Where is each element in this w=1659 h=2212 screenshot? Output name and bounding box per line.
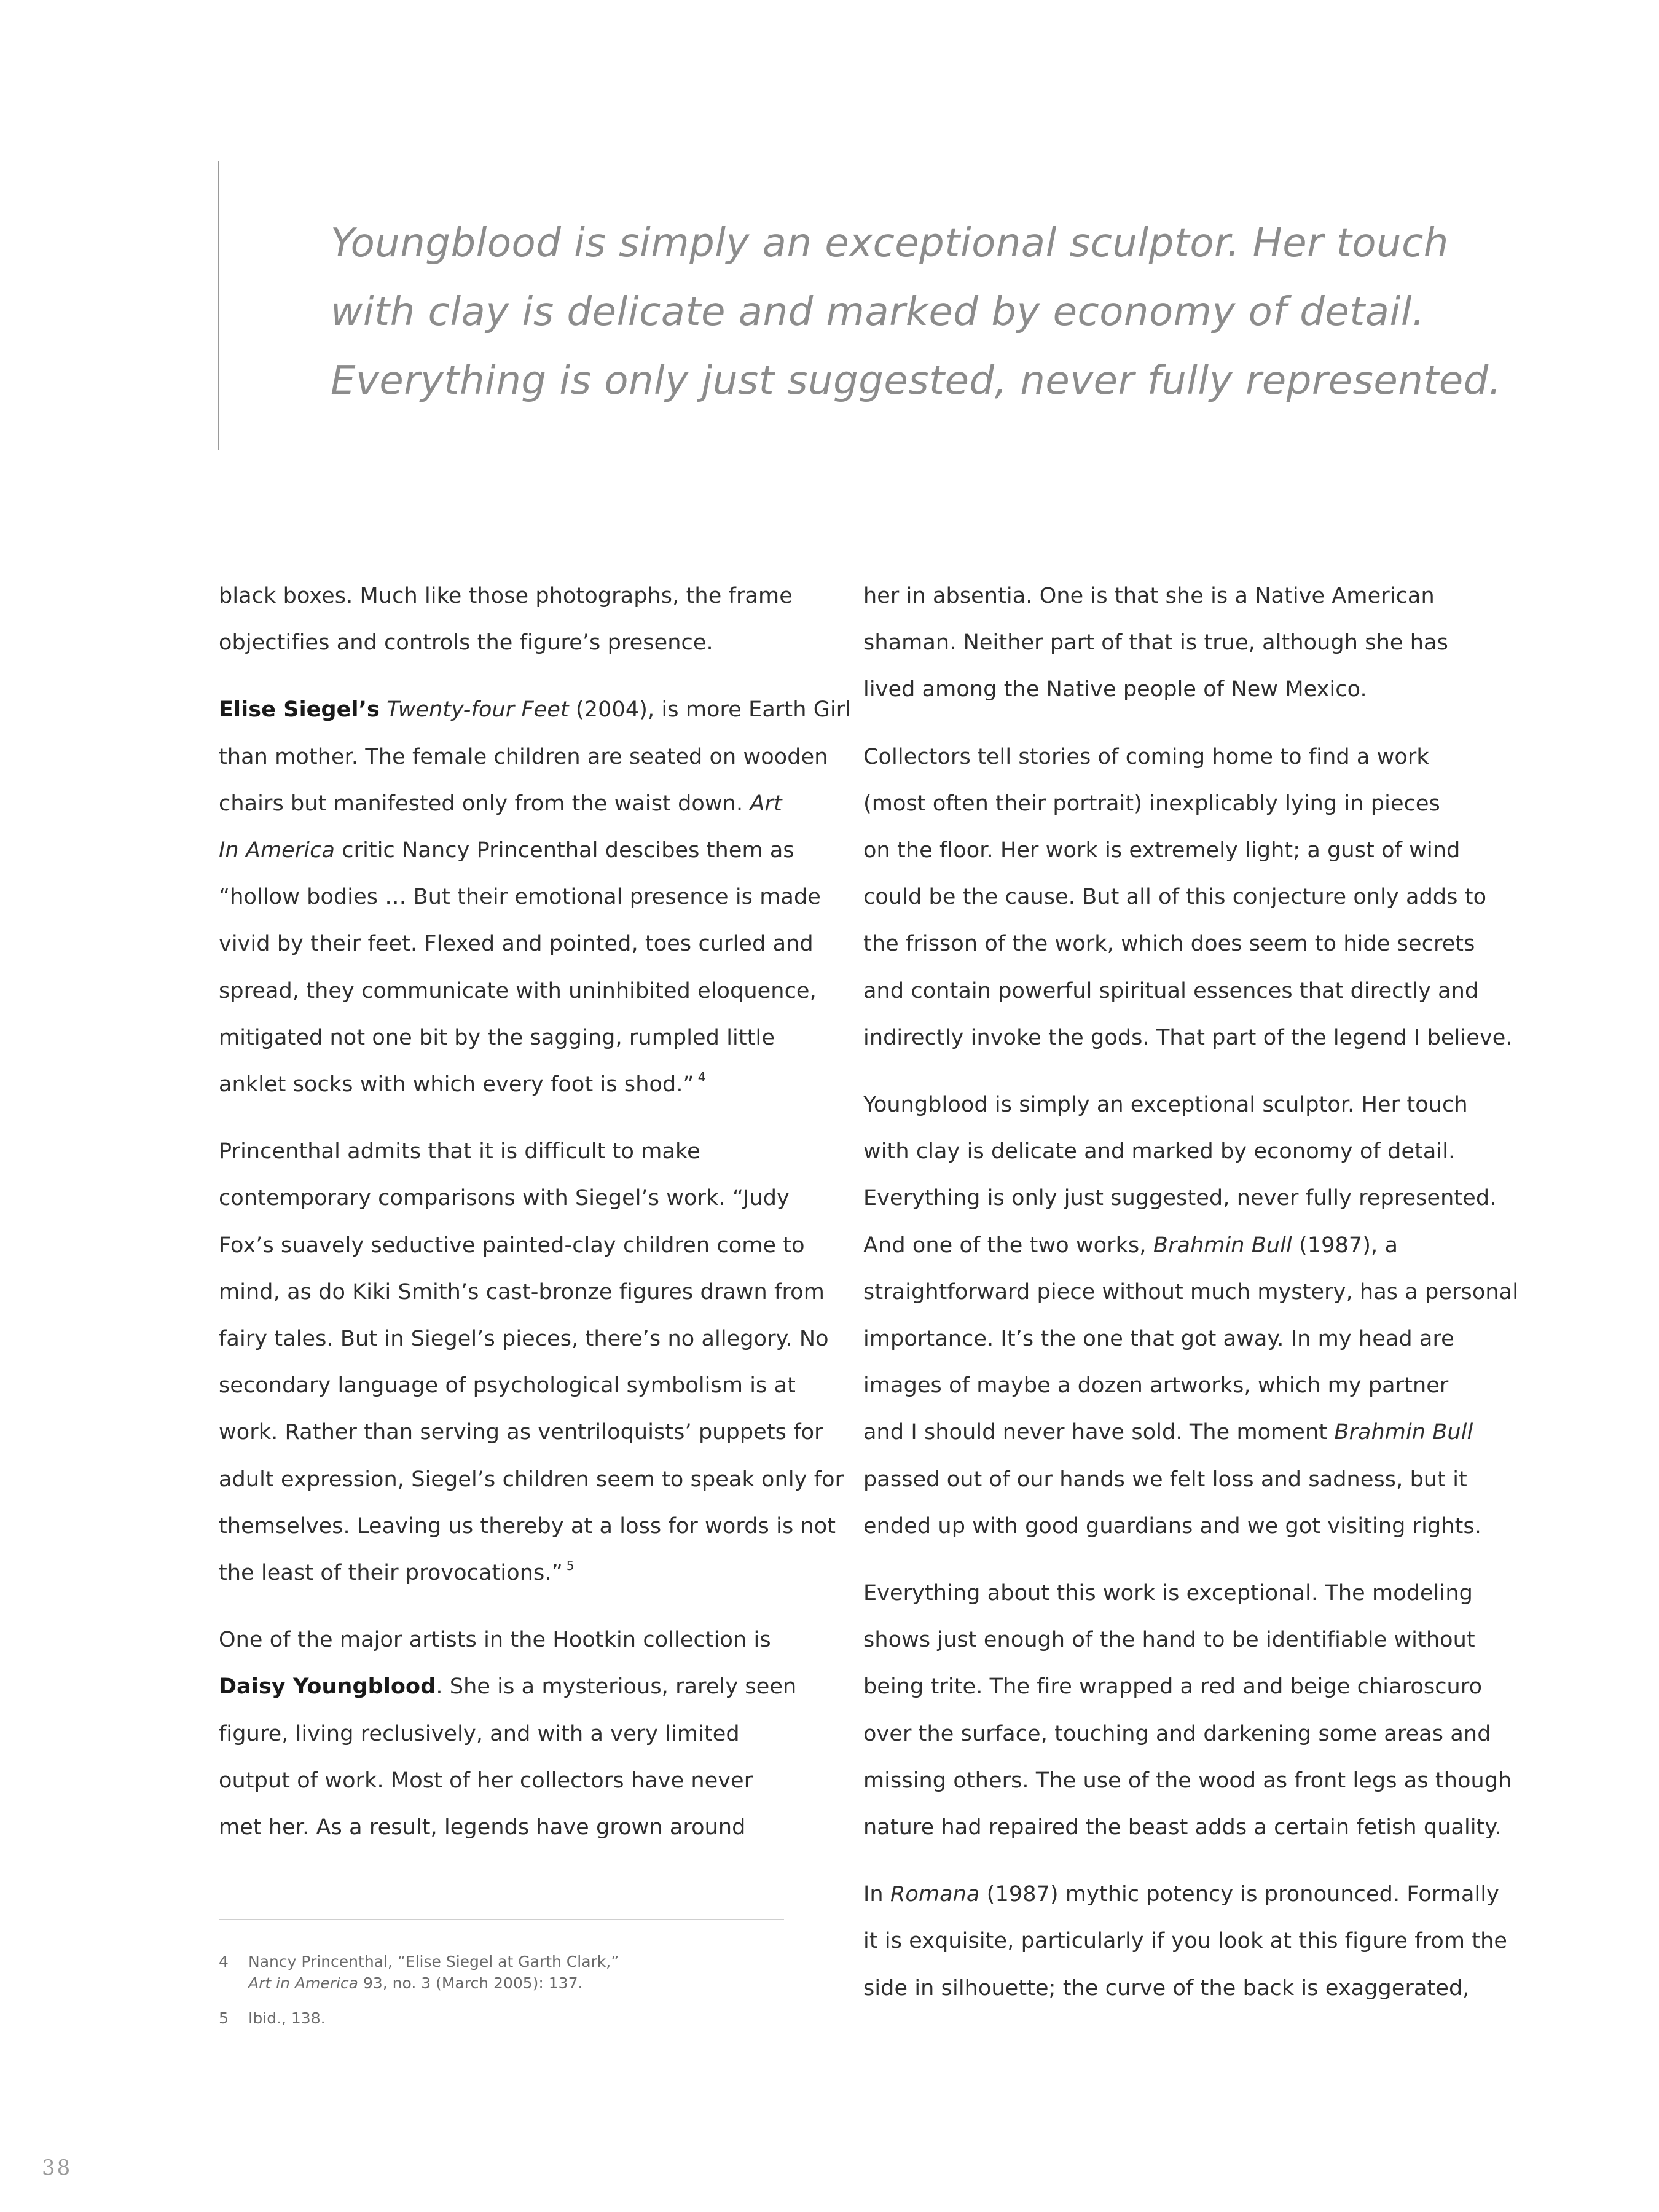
- paragraph: [863, 1081, 1519, 1550]
- footnote-number: 4: [219, 1953, 229, 1971]
- text-line: [219, 1550, 796, 1596]
- text-line: side in silhouette; the curve of the back is exaggerated,: [863, 1975, 1470, 2001]
- text-line: work. Rather than serving as ventriloquists’ puppets for: [219, 1420, 823, 1445]
- text-line: met her. As a result, legends have grown around: [219, 1815, 746, 1840]
- text-fragment: 93, no. 3 (March 2005): 137.: [363, 1974, 583, 1992]
- text-line: could be the cause. But all of this conjecture only adds to: [863, 885, 1487, 910]
- text-line: indirectly invoke the gods. That part of the legend I believe.: [863, 1025, 1513, 1050]
- pull-quote-rule: [218, 161, 219, 450]
- text-line: with clay is delicate and marked by economy of detail.: [863, 1139, 1456, 1164]
- paragraph: [863, 1871, 1508, 2012]
- text-line: contemporary comparisons with Siegel’s work. “Judy: [219, 1186, 790, 1211]
- pull-quote: [331, 209, 1502, 415]
- paragraph: [219, 1128, 844, 1596]
- artist-name: Elise Siegel’s: [219, 697, 380, 723]
- text-line: importance. It’s the one that got away. In my head are: [863, 1327, 1454, 1352]
- text-line: objectifies and controls the figure’s presence.: [219, 630, 713, 656]
- text-line: lived among the Native people of New Mexico.: [863, 677, 1367, 702]
- text-line: her in absentia. One is that she is a Native American: [863, 584, 1435, 608]
- text-line: Collectors tell stories of coming home to find a work: [863, 744, 1429, 769]
- text-line: missing others. The use of the wood as front legs as though: [863, 1768, 1512, 1793]
- publication-title: Art in America: [248, 1974, 358, 1992]
- text-line: [219, 1663, 796, 1710]
- text-line: shaman. Neither part of that is true, although she has: [863, 630, 1448, 656]
- text-line: shows just enough of the hand to be identifiable without: [863, 1628, 1475, 1653]
- text-fragment: (2004), is more Earth Girl: [576, 697, 852, 723]
- text-line: [863, 1222, 1465, 1269]
- left-column: [219, 573, 852, 1871]
- footnote-line: Ibid., 138.: [248, 2009, 326, 2027]
- text-line: Youngblood is simply an exceptional sculptor. Her touch: [863, 1092, 1468, 1118]
- text-line: Princenthal admits that it is difficult to make: [219, 1139, 700, 1164]
- text-line: and contain powerful spiritual essences that directly and: [863, 978, 1479, 1003]
- text-line: adult expression, Siegel’s children seem to speak only for: [219, 1467, 844, 1492]
- right-column: [863, 573, 1519, 2032]
- publication-title: Art: [750, 791, 782, 816]
- artist-name: Daisy Youngblood: [219, 1674, 436, 1700]
- text-line: [863, 1409, 1473, 1456]
- footnotes: [219, 1951, 796, 2042]
- text-line: Everything is only just suggested, never fully represented.: [863, 1186, 1497, 1211]
- text-line: “hollow bodies … But their emotional presence is made: [219, 885, 821, 910]
- text-line: being trite. The fire wrapped a red and beige chiaroscuro: [863, 1674, 1483, 1700]
- text-line: nature had repaired the beast adds a certain fetish quality.: [863, 1815, 1502, 1840]
- text-line: straightforward piece without much mystery, has a personal: [863, 1279, 1519, 1304]
- text-line: Fox’s suavely seductive painted-clay children come to: [219, 1233, 805, 1258]
- text-line: [219, 686, 852, 733]
- footnote-divider: [219, 1919, 784, 1920]
- footnote-5: [219, 2007, 796, 2029]
- text-line: One of the major artists in the Hootkin collection is: [219, 1628, 771, 1653]
- page-number: 38: [42, 2155, 73, 2180]
- text-line: than mother. The female children are seated on wooden: [219, 744, 828, 769]
- text-line: passed out of our hands we felt loss and sadness, but it: [863, 1467, 1467, 1492]
- text-fragment: anklet socks with which every foot is shod.”: [219, 1072, 694, 1097]
- text-fragment: And one of the two works,: [863, 1233, 1147, 1258]
- paragraph: [863, 1570, 1512, 1851]
- text-line: it is exquisite, particularly if you look at this figure from the: [863, 1929, 1508, 1954]
- text-line: figure, living reclusively, and with a very limited: [219, 1721, 740, 1746]
- text-line: output of work. Most of her collectors have never: [219, 1768, 753, 1793]
- text-fragment: and I should never have sold. The moment: [863, 1420, 1328, 1445]
- text-line: ended up with good guardians and we got visiting rights.: [863, 1513, 1481, 1539]
- text-line: over the surface, touching and darkening some areas and: [863, 1721, 1491, 1746]
- footnote-line: Nancy Princenthal, “Elise Siegel at Garth Clark,”: [248, 1953, 619, 1971]
- text-line: on the floor. Her work is extremely light; a gust of wind: [863, 838, 1461, 863]
- text-line: fairy tales. But in Siegel’s pieces, there’s no allegory. No: [219, 1327, 829, 1352]
- text-line: (most often their portrait) inexplicably lying in pieces: [863, 791, 1440, 816]
- text-line: themselves. Leaving us thereby at a loss for words is not: [219, 1513, 836, 1539]
- footnote-ref: 4: [697, 1070, 706, 1085]
- pull-quote-line: Youngblood is simply an exceptional sculptor. Her touch: [331, 221, 1449, 266]
- text-line: [219, 827, 796, 874]
- text-line: [863, 1871, 1499, 1918]
- artwork-title: Brahmin Bull: [1153, 1233, 1292, 1258]
- text-line: mitigated not one bit by the sagging, rumpled little: [219, 1025, 775, 1050]
- text-fragment: In: [863, 1882, 884, 1907]
- pull-quote-line: Everything is only just suggested, never fully represented.: [331, 358, 1502, 404]
- paragraph: [219, 1617, 796, 1851]
- publication-title: In America: [219, 838, 335, 863]
- text-fragment: critic Nancy Princenthal descibes them as: [342, 838, 794, 863]
- footnote-number: 5: [219, 2009, 229, 2027]
- text-line: spread, they communicate with uninhibited eloquence,: [219, 978, 817, 1003]
- paragraph: [863, 573, 1465, 713]
- pull-quote-line: with clay is delicate and marked by economy of detail.: [331, 289, 1425, 335]
- text-line: [219, 780, 796, 827]
- text-fragment: (1987), a: [1299, 1233, 1398, 1258]
- text-line: images of maybe a dozen artworks, which my partner: [863, 1373, 1449, 1398]
- text-line: Everything about this work is exceptional. The modeling: [863, 1581, 1473, 1606]
- text-line: mind, as do Kiki Smith’s cast-bronze figures drawn from: [219, 1279, 825, 1304]
- artwork-title: Brahmin Bull: [1334, 1420, 1473, 1445]
- text-fragment: the least of their provocations.”: [219, 1561, 563, 1586]
- text-fragment: (1987) mythic potency is pronounced. Formally: [986, 1882, 1499, 1907]
- artwork-title: Twenty-four Feet: [386, 697, 569, 723]
- text-line: [219, 1061, 796, 1108]
- footnote-ref: 5: [566, 1558, 575, 1574]
- text-line: secondary language of psychological symbolism is at: [219, 1373, 796, 1398]
- text-fragment: chairs but manifested only from the waist down.: [219, 791, 743, 816]
- text-fragment: . She is a mysterious, rarely seen: [436, 1674, 797, 1700]
- paragraph: [863, 734, 1513, 1061]
- text-line: the frisson of the work, which does seem to hide secrets: [863, 931, 1475, 957]
- text-line: vivid by their feet. Flexed and pointed, toes curled and: [219, 931, 814, 957]
- footnote-line: [248, 1972, 796, 1994]
- text-line: black boxes. Much like those photographs, the frame: [219, 584, 793, 608]
- paragraph: [219, 686, 852, 1108]
- footnote-4: [219, 1951, 796, 1994]
- paragraph: [219, 573, 796, 666]
- artwork-title: Romana: [890, 1882, 980, 1907]
